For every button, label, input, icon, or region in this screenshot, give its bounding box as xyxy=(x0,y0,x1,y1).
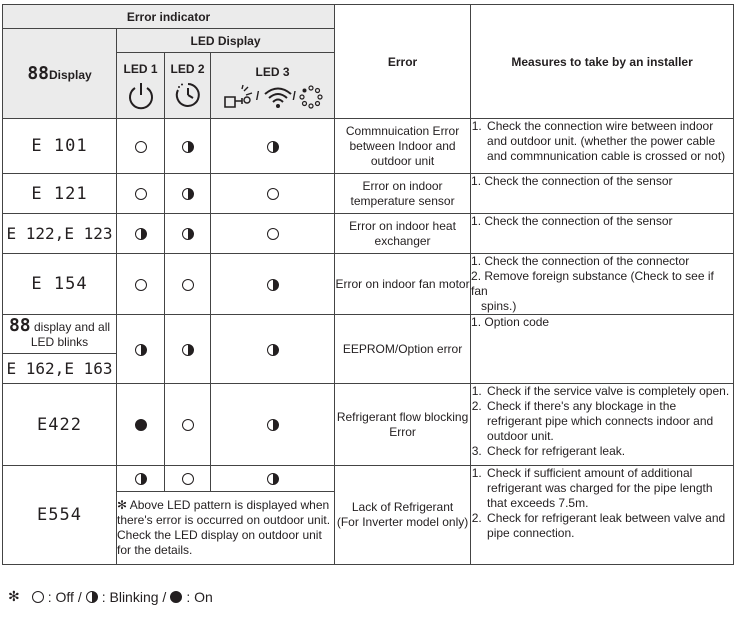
led-legend xyxy=(8,588,213,605)
dotted-circle-icon xyxy=(299,85,323,109)
led-state-icon xyxy=(135,228,147,240)
measures-cell xyxy=(471,119,734,174)
led-state-icon xyxy=(182,279,194,291)
error-code: E 162,E 163 xyxy=(3,354,117,384)
error-line: (For Inverter model only) xyxy=(336,515,469,529)
measures-cell xyxy=(471,254,734,315)
error-description xyxy=(335,174,471,214)
power-icon xyxy=(127,80,155,110)
error-description xyxy=(335,119,471,174)
error-description xyxy=(335,254,471,315)
led3-state xyxy=(211,214,335,254)
led-state-icon xyxy=(267,344,279,356)
led2-state xyxy=(165,214,211,254)
error-line: Error xyxy=(389,424,416,439)
error-code: E 121 xyxy=(3,174,117,214)
led2-label: LED 2 xyxy=(170,62,205,76)
led3-separator-1: / xyxy=(255,88,260,103)
error-code: E422 xyxy=(3,384,117,466)
display-digits: 88 xyxy=(8,315,31,336)
wifi-icon xyxy=(263,84,293,110)
legend-mark: ✻ xyxy=(8,588,20,604)
error-description xyxy=(335,315,471,384)
led-state-icon xyxy=(267,228,279,240)
led2-state xyxy=(165,119,211,174)
error-description xyxy=(335,466,471,565)
led-state-icon xyxy=(135,188,147,200)
led3-header xyxy=(211,53,335,119)
table-row xyxy=(3,466,734,492)
legend-on-label: : On xyxy=(186,588,213,605)
display-word: Display xyxy=(49,68,92,82)
measures-cell xyxy=(471,315,734,384)
legend-on-icon xyxy=(170,591,182,603)
led-state-icon xyxy=(182,344,194,356)
error-column-header: Error xyxy=(335,5,471,119)
led1-label: LED 1 xyxy=(123,62,158,76)
measure-line: 1. Check the connection of the sensor xyxy=(471,174,673,188)
led-state-icon xyxy=(182,419,194,431)
error-line: Error on indoor heat xyxy=(349,218,456,233)
led-state-icon xyxy=(135,344,147,356)
led1-state xyxy=(117,174,165,214)
led-state-icon xyxy=(135,473,147,485)
error-code: E 101 xyxy=(3,119,117,174)
error-line: Refrigerant flow blocking xyxy=(336,409,469,424)
error-description xyxy=(335,384,471,466)
led2-state xyxy=(165,254,211,315)
led3-state xyxy=(211,254,335,315)
display-blink-text: display and all LED blinks xyxy=(30,320,111,349)
led1-state xyxy=(117,119,165,174)
error-line: exchanger xyxy=(374,233,431,248)
led-state-icon xyxy=(135,419,147,431)
measure-item: 1. Check if sufficient amount of additional refrigerant was charged for the pipe length that exceeds 7.5m. xyxy=(485,466,733,511)
error-code: E 154 xyxy=(3,254,117,315)
measure-line: 1. Check the connection of the sensor xyxy=(471,214,673,228)
error-line: Lack of Refrigerant xyxy=(351,500,454,514)
led1-state xyxy=(117,384,165,466)
led1-state xyxy=(117,315,165,384)
measure-item: 2. Check if there's any blockage in the refrigerant pipe which connects indoor and outdoor unit. xyxy=(485,399,733,444)
led3-state xyxy=(211,119,335,174)
error-line: outdoor unit xyxy=(370,153,435,168)
measures-column-header: Measures to take by an installer xyxy=(471,5,734,119)
measure-line: 1. Check the connection of the connector xyxy=(471,254,690,268)
measures-cell xyxy=(471,174,734,214)
measure-item: 1. Check if the service valve is completely open. xyxy=(485,384,733,399)
error-line: between Indoor and xyxy=(349,138,456,153)
legend-blinking-label: : Blinking / xyxy=(101,588,167,605)
led1-state xyxy=(117,214,165,254)
display-digits: 88 xyxy=(27,63,49,84)
error-code: E 122,E 123 xyxy=(3,214,117,254)
error-line: Error on indoor xyxy=(362,178,443,193)
led3-state xyxy=(211,466,335,492)
error-line: temperature sensor xyxy=(350,193,455,208)
led-state-icon xyxy=(182,228,194,240)
measures-cell xyxy=(471,384,734,466)
led-display-header: LED Display xyxy=(117,29,335,53)
error-indicator-header: Error indicator xyxy=(3,5,335,29)
display-blink-code xyxy=(3,315,117,354)
measure-item: 2. Check for refrigerant leak between valve and pipe connection. xyxy=(485,511,733,541)
led3-state xyxy=(211,384,335,466)
measure-line: spins.) xyxy=(481,299,517,313)
led2-state xyxy=(165,466,211,492)
led2-header xyxy=(165,53,211,119)
legend-blinking-icon xyxy=(86,591,98,603)
error-line: Error on indoor fan motor xyxy=(335,276,470,291)
measure-line: 1. Option code xyxy=(471,315,550,329)
led2-state xyxy=(165,315,211,384)
led-state-icon xyxy=(135,279,147,291)
measures-cell xyxy=(471,466,734,565)
legend-off-label: : Off / xyxy=(47,588,82,605)
timer-icon xyxy=(173,80,203,110)
led2-state xyxy=(165,384,211,466)
led3-separator-2: / xyxy=(292,88,296,103)
led-state-icon xyxy=(182,188,194,200)
measure-item: 3. Check for refrigerant leak. xyxy=(485,444,733,459)
led1-header xyxy=(117,53,165,119)
led3-label: LED 3 xyxy=(255,64,290,79)
legend-off-icon xyxy=(32,591,44,603)
led-state-icon xyxy=(267,473,279,485)
led-state-icon xyxy=(182,141,194,153)
table-row xyxy=(3,214,734,254)
error-code: E554 xyxy=(3,466,117,565)
led-state-icon xyxy=(182,473,194,485)
led-state-icon xyxy=(267,419,279,431)
led1-state xyxy=(117,466,165,492)
led3-state xyxy=(211,174,335,214)
led2-state xyxy=(165,174,211,214)
error-description xyxy=(335,214,471,254)
led-state-icon xyxy=(267,279,279,291)
led-state-icon xyxy=(267,141,279,153)
table-row xyxy=(3,119,734,174)
error-indicator-table xyxy=(2,4,734,565)
table-row xyxy=(3,384,734,466)
table-row xyxy=(3,254,734,315)
table-row xyxy=(3,174,734,214)
filter-plug-icon xyxy=(222,83,256,111)
table-row xyxy=(3,315,734,354)
error-line: EEPROM/Option error xyxy=(342,341,463,356)
led1-state xyxy=(117,254,165,315)
led-state-icon xyxy=(135,141,147,153)
led-state-icon xyxy=(267,188,279,200)
led3-state xyxy=(211,315,335,384)
error-line: Commnuication Error xyxy=(345,123,460,138)
measure-item: 1. Check the connection wire between indoor and outdoor unit. (whether the power cable and commnunication cable is crossed or not) xyxy=(485,119,733,164)
measure-line: 2. Remove foreign substance (Check to see if fan xyxy=(471,269,714,298)
measures-cell xyxy=(471,214,734,254)
outdoor-unit-note: ✻ Above LED pattern is displayed when there's error is occurred on outdoor unit. Check the LED display on outdoor unit for the details. xyxy=(117,492,335,565)
display-header xyxy=(3,29,117,119)
